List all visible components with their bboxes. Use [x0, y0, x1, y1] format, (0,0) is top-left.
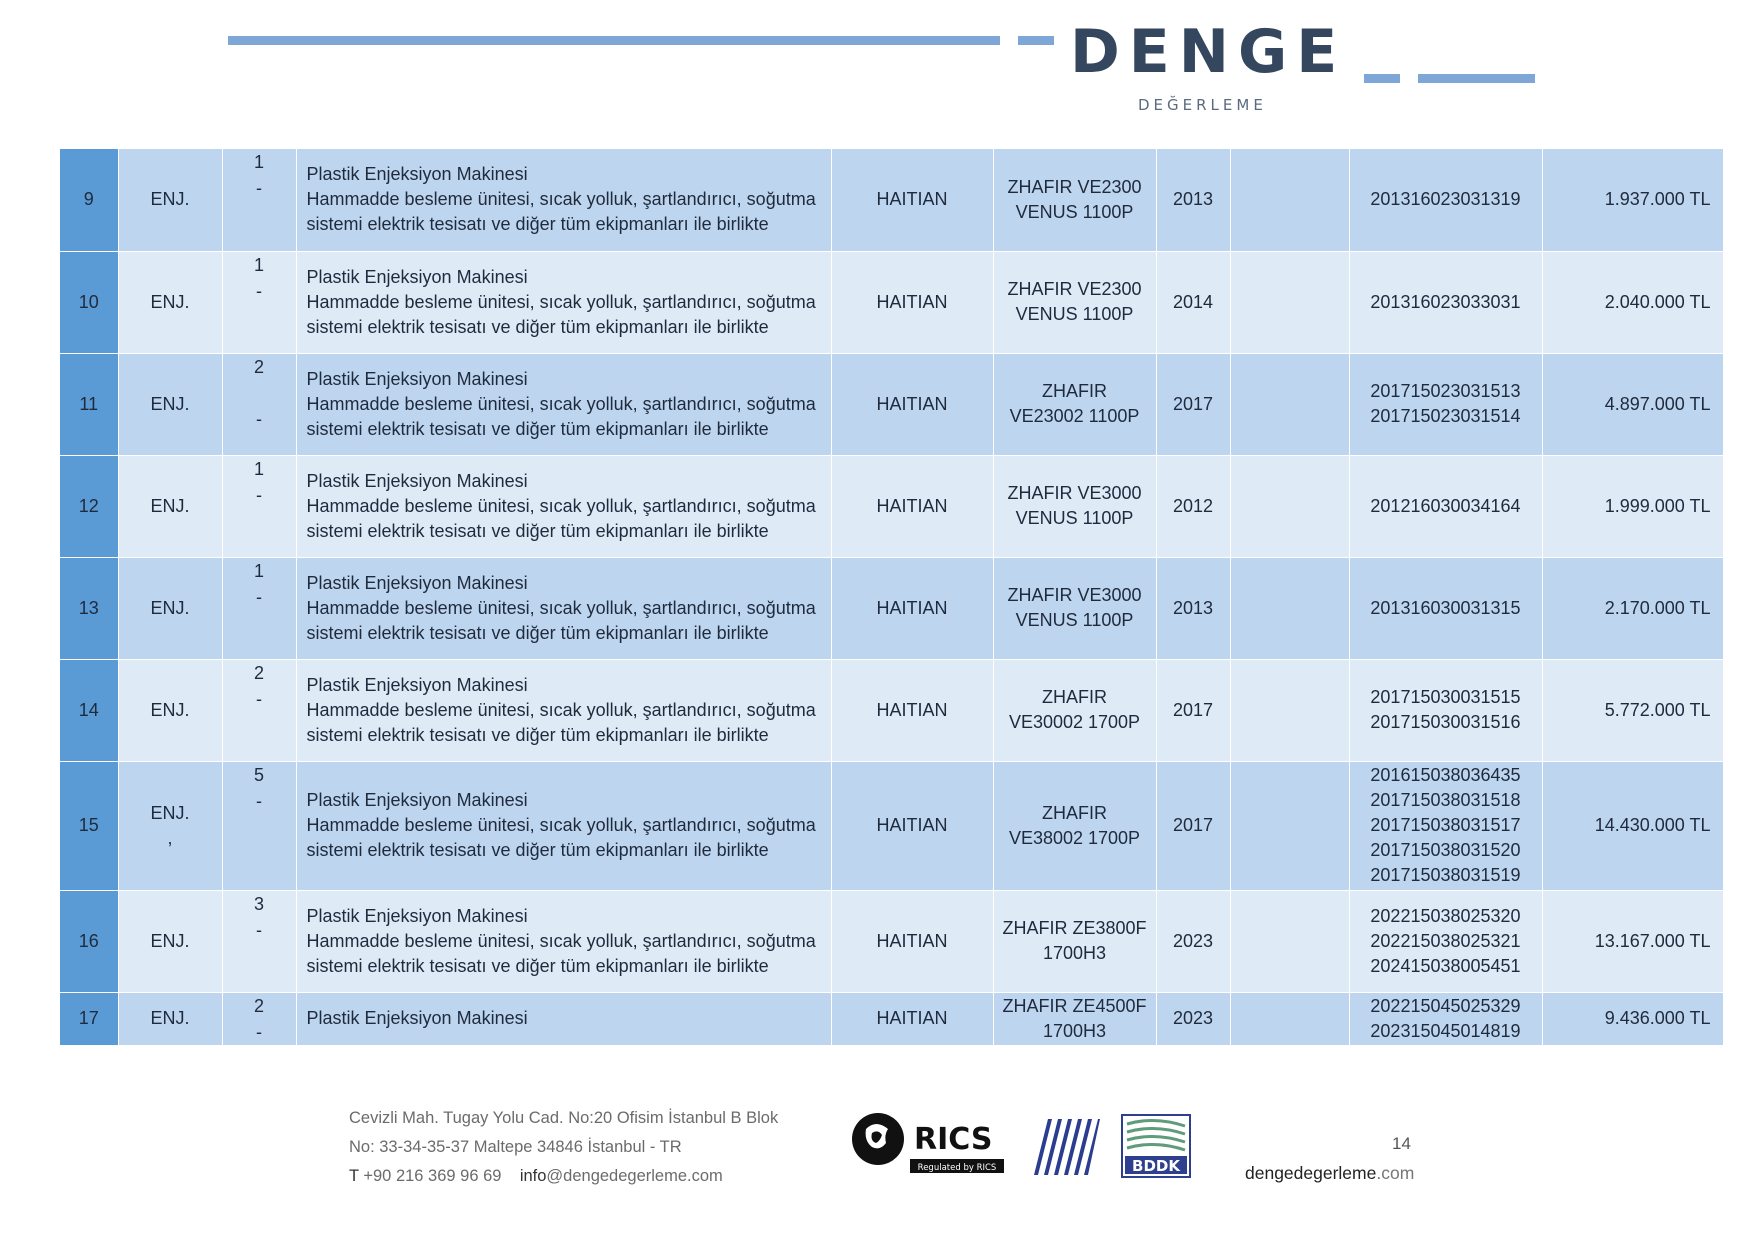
description-body: Hammadde besleme ünitesi, sıcak yolluk, şartlandırıcı, soğutma sistemi elektrik tesisatı ve diğer tüm ekipmanları ile birlikte	[306, 393, 816, 439]
year-cell: 2023	[1156, 890, 1230, 992]
quantity-cell: 2 -	[222, 659, 296, 761]
brand-cell: HAITIAN	[831, 149, 993, 251]
description-cell	[296, 992, 831, 1045]
table-row	[60, 557, 1723, 659]
description-title: Plastik Enjeksiyon Makinesi	[306, 572, 528, 593]
empty-cell	[1230, 659, 1349, 761]
model-cell: ZHAFIR VE23002 1100P	[993, 353, 1156, 455]
serial-number-cell: 201715023031513 201715023031514	[1349, 353, 1542, 455]
description-body: Hammadde besleme ünitesi, sıcak yolluk, şartlandırıcı, soğutma sistemi elektrik tesisatı ve diğer tüm ekipmanları ile birlikte	[306, 699, 816, 745]
description-body: Hammadde besleme ünitesi, sıcak yolluk, şartlandırıcı, soğutma sistemi elektrik tesisatı ve diğer tüm ekipmanları ile birlikte	[306, 291, 816, 337]
rics-subtext: Regulated by RICS	[917, 1163, 997, 1173]
type-cell: ENJ. ,	[118, 761, 222, 890]
value-cell: 14.430.000 TL	[1542, 761, 1723, 890]
lion-emblem-icon	[852, 1113, 904, 1165]
description-title: Plastik Enjeksiyon Makinesi	[306, 368, 528, 389]
type-cell: ENJ.	[118, 890, 222, 992]
phone-number: +90 216 369 96 69	[363, 1167, 502, 1185]
serial-number-cell: 201316023031319	[1349, 149, 1542, 251]
logo-underline-long	[1418, 74, 1535, 83]
brand-cell: HAITIAN	[831, 659, 993, 761]
table-row	[60, 992, 1723, 1045]
quantity-cell: 1 -	[222, 149, 296, 251]
stripes-logo-icon	[1030, 1115, 1100, 1177]
description-cell	[296, 890, 831, 992]
description-title: Plastik Enjeksiyon Makinesi	[306, 674, 528, 695]
website-tld: .com	[1376, 1163, 1415, 1183]
description-cell	[296, 659, 831, 761]
year-cell: 2013	[1156, 149, 1230, 251]
phone-label: T	[349, 1167, 359, 1185]
rics-wordmark: RICS	[914, 1122, 993, 1157]
model-cell: ZHAFIR ZE3800F 1700H3	[993, 890, 1156, 992]
empty-cell	[1230, 455, 1349, 557]
type-cell: ENJ.	[118, 353, 222, 455]
description-body: Hammadde besleme ünitesi, sıcak yolluk, şartlandırıcı, soğutma sistemi elektrik tesisatı ve diğer tüm ekipmanları ile birlikte	[306, 495, 816, 541]
email-domain: @dengedegerleme.com	[546, 1167, 723, 1185]
brand-cell: HAITIAN	[831, 251, 993, 353]
serial-number-cell: 202215038025320 202215038025321 202415038005451	[1349, 890, 1542, 992]
empty-cell	[1230, 992, 1349, 1045]
type-cell: ENJ.	[118, 557, 222, 659]
model-cell: ZHAFIR VE30002 1700P	[993, 659, 1156, 761]
rics-logo	[850, 1109, 1008, 1179]
empty-cell	[1230, 353, 1349, 455]
header-rule-dash	[1018, 36, 1054, 45]
description-cell	[296, 251, 831, 353]
value-cell: 13.167.000 TL	[1542, 890, 1723, 992]
serial-number-cell: 201316030031315	[1349, 557, 1542, 659]
description-title: Plastik Enjeksiyon Makinesi	[306, 470, 528, 491]
year-cell: 2012	[1156, 455, 1230, 557]
quantity-cell: 1 -	[222, 251, 296, 353]
year-cell: 2017	[1156, 353, 1230, 455]
quantity-cell: 1 -	[222, 455, 296, 557]
model-cell: ZHAFIR ZE4500F 1700H3	[993, 992, 1156, 1045]
email-label: info	[519, 1167, 547, 1185]
type-cell: ENJ.	[118, 251, 222, 353]
description-title: Plastik Enjeksiyon Makinesi	[306, 266, 528, 287]
table-row	[60, 659, 1723, 761]
model-cell: ZHAFIR VE3000 VENUS 1100P	[993, 557, 1156, 659]
header-rule-left	[228, 36, 1000, 45]
serial-number-cell: 201715030031515 201715030031516	[1349, 659, 1542, 761]
year-cell: 2017	[1156, 659, 1230, 761]
model-cell: ZHAFIR VE2300 VENUS 1100P	[993, 251, 1156, 353]
value-cell: 9.436.000 TL	[1542, 992, 1723, 1045]
value-cell: 2.170.000 TL	[1542, 557, 1723, 659]
empty-cell	[1230, 557, 1349, 659]
row-number-cell: 10	[60, 251, 118, 353]
table-row	[60, 455, 1723, 557]
serial-number-cell: 201316023033031	[1349, 251, 1542, 353]
description-title: Plastik Enjeksiyon Makinesi	[306, 164, 528, 185]
description-body: Hammadde besleme ünitesi, sıcak yolluk, şartlandırıcı, soğutma sistemi elektrik tesisatı ve diğer tüm ekipmanları ile birlikte	[306, 597, 816, 643]
logo-underline-short	[1364, 74, 1400, 83]
year-cell: 2014	[1156, 251, 1230, 353]
description-cell	[296, 557, 831, 659]
bddk-logo	[1121, 1114, 1191, 1178]
quantity-cell: 3 -	[222, 890, 296, 992]
row-number-cell: 14	[60, 659, 118, 761]
quantity-cell: 2 -	[222, 992, 296, 1045]
row-number-cell: 13	[60, 557, 118, 659]
value-cell: 5.772.000 TL	[1542, 659, 1723, 761]
description-title: Plastik Enjeksiyon Makinesi	[306, 905, 528, 926]
brand-cell: HAITIAN	[831, 455, 993, 557]
type-cell: ENJ.	[118, 455, 222, 557]
empty-cell	[1230, 251, 1349, 353]
type-cell: ENJ.	[118, 659, 222, 761]
description-cell	[296, 149, 831, 251]
brand-cell: HAITIAN	[831, 890, 993, 992]
value-cell: 4.897.000 TL	[1542, 353, 1723, 455]
serial-number-cell: 201615038036435 201715038031518 201715038031517 201715038031520 201715038031519	[1349, 761, 1542, 890]
row-number-cell: 15	[60, 761, 118, 890]
quantity-cell: 5 -	[222, 761, 296, 890]
address-line-2: No: 33-34-35-37 Maltepe 34846 İstanbul - TR	[349, 1138, 682, 1156]
address-line-1: Cevizli Mah. Tugay Yolu Cad. No:20 Ofisim İstanbul B Blok	[349, 1109, 779, 1127]
empty-cell	[1230, 761, 1349, 890]
description-body: Hammadde besleme ünitesi, sıcak yolluk, şartlandırıcı, soğutma sistemi elektrik tesisatı ve diğer tüm ekipmanları ile birlikte	[306, 189, 816, 235]
quantity-cell: 2 -	[222, 353, 296, 455]
description-body: Hammadde besleme ünitesi, sıcak yolluk, şartlandırıcı, soğutma sistemi elektrik tesisatı ve diğer tüm ekipmanları ile birlikte	[306, 815, 816, 860]
serial-number-cell: 202215045025329 202315045014819	[1349, 992, 1542, 1045]
table-row	[60, 149, 1723, 251]
row-number-cell: 9	[60, 149, 118, 251]
year-cell: 2013	[1156, 557, 1230, 659]
brand-cell: HAITIAN	[831, 353, 993, 455]
table-row	[60, 251, 1723, 353]
empty-cell	[1230, 149, 1349, 251]
brand-cell: HAITIAN	[831, 557, 993, 659]
type-cell: ENJ.	[118, 992, 222, 1045]
footer-address	[349, 1104, 778, 1191]
type-cell: ENJ.	[118, 149, 222, 251]
serial-number-cell: 201216030034164	[1349, 455, 1542, 557]
description-cell	[296, 353, 831, 455]
model-cell: ZHAFIR VE3000 VENUS 1100P	[993, 455, 1156, 557]
year-cell: 2017	[1156, 761, 1230, 890]
row-number-cell: 12	[60, 455, 118, 557]
description-cell	[296, 761, 831, 890]
empty-cell	[1230, 890, 1349, 992]
value-cell: 1.999.000 TL	[1542, 455, 1723, 557]
description-cell	[296, 455, 831, 557]
table-row	[60, 761, 1723, 890]
quantity-cell: 1 -	[222, 557, 296, 659]
description-body: Hammadde besleme ünitesi, sıcak yolluk, şartlandırıcı, soğutma sistemi elektrik tesisatı ve diğer tüm ekipmanları ile birlikte	[306, 930, 816, 976]
year-cell: 2023	[1156, 992, 1230, 1045]
description-title: Plastik Enjeksiyon Makinesi	[306, 790, 528, 810]
equipment-table	[60, 149, 1724, 1046]
website-name: dengedegerleme	[1245, 1163, 1377, 1183]
denge-logo-subtitle: DEĞERLEME	[1138, 96, 1267, 114]
row-number-cell: 16	[60, 890, 118, 992]
brand-cell: HAITIAN	[831, 761, 993, 890]
bddk-wordmark: BDDK	[1132, 1157, 1180, 1175]
page-number: 14	[1392, 1134, 1411, 1153]
table-row	[60, 353, 1723, 455]
row-number-cell: 17	[60, 992, 118, 1045]
model-cell: ZHAFIR VE2300 VENUS 1100P	[993, 149, 1156, 251]
brand-cell: HAITIAN	[831, 992, 993, 1045]
table-row	[60, 890, 1723, 992]
website-url	[1245, 1163, 1414, 1184]
value-cell: 2.040.000 TL	[1542, 251, 1723, 353]
row-number-cell: 11	[60, 353, 118, 455]
model-cell: ZHAFIR VE38002 1700P	[993, 761, 1156, 890]
value-cell: 1.937.000 TL	[1542, 149, 1723, 251]
description-title: Plastik Enjeksiyon Makinesi	[306, 1008, 528, 1028]
denge-logo-wordmark: DENGE	[1070, 17, 1347, 87]
contact-line	[349, 1162, 778, 1191]
